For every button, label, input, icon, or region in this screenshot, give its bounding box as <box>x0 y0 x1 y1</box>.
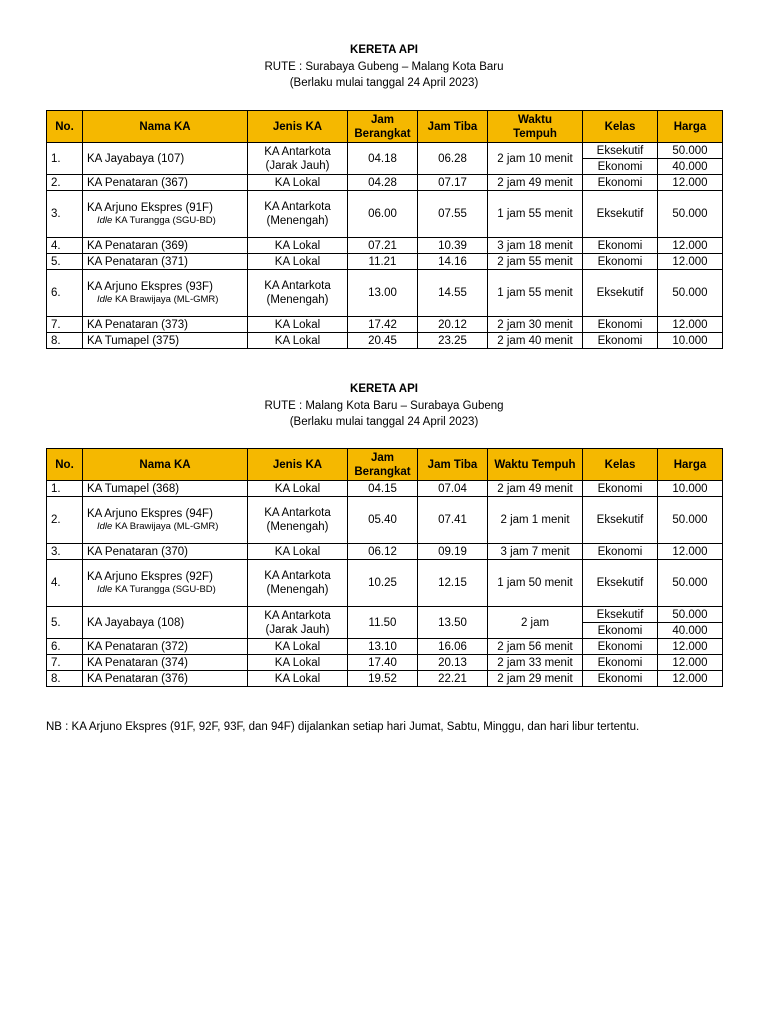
cell-harga: 12.000 <box>658 175 723 191</box>
cell-no: 4. <box>47 238 83 254</box>
cell-harga: 12.000 <box>658 671 723 687</box>
cell-kelas: Eksekutif <box>583 143 658 159</box>
cell-berangkat: 07.21 <box>348 238 418 254</box>
cell-waktu: 2 jam 1 menit <box>488 497 583 544</box>
cell-no: 5. <box>47 607 83 639</box>
cell-tiba: 20.12 <box>418 317 488 333</box>
cell-harga: 12.000 <box>658 254 723 270</box>
cell-jenis: KA Lokal <box>248 175 348 191</box>
jenis-line1: KA Antarkota <box>264 201 331 213</box>
jenis-line1: KA Antarkota <box>264 280 331 292</box>
cell-nama: KA Penataran (367) <box>83 175 248 191</box>
cell-nama: KA Penataran (371) <box>83 254 248 270</box>
cell-berangkat: 17.42 <box>348 317 418 333</box>
cell-berangkat: 06.00 <box>348 191 418 238</box>
jenis-line1: KA Antarkota <box>264 609 331 622</box>
cell-kelas: Ekonomi <box>583 639 658 655</box>
cell-berangkat: 13.00 <box>348 270 418 317</box>
cell-berangkat: 10.25 <box>348 560 418 607</box>
train-name: KA Arjuno Ekspres (92F) <box>87 571 213 583</box>
cell-berangkat: 11.21 <box>348 254 418 270</box>
cell-nama: KA Penataran (376) <box>83 671 248 687</box>
idle-label: Idle <box>97 215 113 226</box>
cell-nama: KA Tumapel (368) <box>83 481 248 497</box>
cell-no: 1. <box>47 143 83 175</box>
cell-nama <box>83 560 248 607</box>
cell-no: 3. <box>47 544 83 560</box>
cell-tiba: 07.55 <box>418 191 488 238</box>
cell-berangkat: 19.52 <box>348 671 418 687</box>
cell-no: 8. <box>47 671 83 687</box>
cell-tiba: 16.06 <box>418 639 488 655</box>
jenis-line1: KA Antarkota <box>264 145 331 158</box>
cell-nama <box>83 497 248 544</box>
jenis-line1: KA Antarkota <box>264 507 331 519</box>
cell-no: 7. <box>47 655 83 671</box>
schedule-table-sby-mlg <box>46 110 723 349</box>
cell-jenis <box>248 191 348 238</box>
cell-nama: KA Tumapel (375) <box>83 333 248 349</box>
header-jam-berangkat <box>348 449 418 481</box>
header-waktu-line2: Tempuh <box>513 127 557 140</box>
table-row <box>47 497 723 544</box>
header-no: No. <box>47 111 83 143</box>
cell-jenis <box>248 497 348 544</box>
cell-nama: KA Jayabaya (108) <box>83 607 248 639</box>
table-row <box>47 191 723 238</box>
cell-tiba: 23.25 <box>418 333 488 349</box>
table-row <box>47 254 723 270</box>
cell-kelas: Ekonomi <box>583 175 658 191</box>
idle-train: KA Brawijaya (ML-GMR) <box>114 294 219 305</box>
header-jam-berangkat-line2: Berangkat <box>354 465 411 478</box>
cell-harga: 50.000 <box>658 607 723 623</box>
cell-no: 6. <box>47 639 83 655</box>
section1-title: KERETA API <box>350 44 418 56</box>
cell-nama <box>83 270 248 317</box>
train-name: KA Arjuno Ekspres (91F) <box>87 202 213 214</box>
section2-title: KERETA API <box>350 383 418 395</box>
header-kelas: Kelas <box>583 111 658 143</box>
cell-jenis: KA Lokal <box>248 639 348 655</box>
header-jam-berangkat <box>348 111 418 143</box>
cell-harga: 40.000 <box>658 623 723 639</box>
header-jam-berangkat-line1: Jam <box>370 451 395 464</box>
cell-tiba: 09.19 <box>418 544 488 560</box>
table-row <box>47 317 723 333</box>
cell-berangkat: 05.40 <box>348 497 418 544</box>
idle-train: KA Turangga (SGU-BD) <box>114 215 216 226</box>
table-row <box>47 655 723 671</box>
cell-nama: KA Penataran (370) <box>83 544 248 560</box>
table-row <box>47 560 723 607</box>
jenis-line2: (Menengah) <box>266 521 329 533</box>
cell-jenis: KA Lokal <box>248 671 348 687</box>
cell-nama <box>83 191 248 238</box>
table-row <box>47 270 723 317</box>
header-kelas: Kelas <box>583 449 658 481</box>
cell-harga: 12.000 <box>658 639 723 655</box>
cell-jenis <box>248 270 348 317</box>
train-name: KA Arjuno Ekspres (94F) <box>87 508 213 520</box>
train-name: KA Arjuno Ekspres (93F) <box>87 281 213 293</box>
table-header-row <box>47 111 723 143</box>
jenis-line2: (Jarak Jauh) <box>265 159 330 172</box>
jenis-line1: KA Antarkota <box>264 570 331 582</box>
cell-kelas: Ekonomi <box>583 254 658 270</box>
cell-jenis <box>248 143 348 175</box>
section2-valid: (Berlaku mulai tanggal 24 April 2023) <box>289 416 479 428</box>
cell-waktu: 3 jam 18 menit <box>488 238 583 254</box>
cell-kelas: Ekonomi <box>583 159 658 175</box>
idle-label: Idle <box>97 584 113 595</box>
cell-tiba: 14.55 <box>418 270 488 317</box>
header-harga: Harga <box>658 449 723 481</box>
cell-waktu: 1 jam 55 menit <box>488 191 583 238</box>
cell-kelas: Eksekutif <box>583 560 658 607</box>
cell-harga: 12.000 <box>658 544 723 560</box>
table-row <box>47 544 723 560</box>
section1-route: RUTE : Surabaya Gubeng – Malang Kota Baru <box>264 60 504 73</box>
cell-kelas: Eksekutif <box>583 191 658 238</box>
section2-route: RUTE : Malang Kota Baru – Surabaya Gubeng <box>264 399 504 412</box>
cell-harga: 50.000 <box>658 497 723 544</box>
cell-tiba: 12.15 <box>418 560 488 607</box>
cell-no: 2. <box>47 497 83 544</box>
cell-harga: 12.000 <box>658 317 723 333</box>
cell-tiba: 20.13 <box>418 655 488 671</box>
idle-label: Idle <box>97 521 113 532</box>
header-jenis: Jenis KA <box>248 449 348 481</box>
cell-harga: 40.000 <box>658 159 723 175</box>
cell-kelas: Eksekutif <box>583 607 658 623</box>
cell-harga: 12.000 <box>658 238 723 254</box>
table-row <box>47 333 723 349</box>
cell-no: 5. <box>47 254 83 270</box>
section2-heading <box>0 381 768 431</box>
cell-waktu: 2 jam 49 menit <box>488 481 583 497</box>
cell-tiba: 07.41 <box>418 497 488 544</box>
cell-kelas: Ekonomi <box>583 623 658 639</box>
table-header-row <box>47 449 723 481</box>
header-waktu-tempuh <box>488 111 583 143</box>
cell-kelas: Ekonomi <box>583 671 658 687</box>
idle-note <box>87 584 243 596</box>
cell-waktu: 2 jam 33 menit <box>488 655 583 671</box>
header-jenis: Jenis KA <box>248 111 348 143</box>
jenis-line2: (Menengah) <box>266 294 329 306</box>
cell-tiba: 07.04 <box>418 481 488 497</box>
cell-kelas: Eksekutif <box>583 497 658 544</box>
header-no: No. <box>47 449 83 481</box>
header-jam-berangkat-line2: Berangkat <box>354 127 411 140</box>
cell-harga: 50.000 <box>658 191 723 238</box>
section1-valid: (Berlaku mulai tanggal 24 April 2023) <box>289 77 479 89</box>
cell-harga: 50.000 <box>658 270 723 317</box>
idle-note <box>87 521 243 533</box>
cell-jenis: KA Lokal <box>248 317 348 333</box>
schedule-table-mlg-sby <box>46 448 723 687</box>
cell-no: 3. <box>47 191 83 238</box>
cell-harga: 50.000 <box>658 560 723 607</box>
cell-harga: 50.000 <box>658 143 723 159</box>
section1-heading <box>0 42 768 92</box>
cell-nama: KA Jayabaya (107) <box>83 143 248 175</box>
cell-berangkat: 20.45 <box>348 333 418 349</box>
cell-waktu: 1 jam 55 menit <box>488 270 583 317</box>
cell-waktu: 2 jam 49 menit <box>488 175 583 191</box>
cell-tiba: 10.39 <box>418 238 488 254</box>
cell-berangkat: 04.28 <box>348 175 418 191</box>
cell-waktu: 1 jam 50 menit <box>488 560 583 607</box>
table-row <box>47 481 723 497</box>
cell-no: 1. <box>47 481 83 497</box>
cell-harga: 12.000 <box>658 655 723 671</box>
cell-kelas: Ekonomi <box>583 317 658 333</box>
jenis-line2: (Jarak Jauh) <box>265 623 330 636</box>
cell-kelas: Ekonomi <box>583 238 658 254</box>
idle-train: KA Brawijaya (ML-GMR) <box>114 521 219 532</box>
cell-no: 7. <box>47 317 83 333</box>
table-row <box>47 238 723 254</box>
header-waktu-tempuh: Waktu Tempuh <box>488 449 583 481</box>
idle-note <box>87 215 243 227</box>
table-row <box>47 607 723 623</box>
header-nama: Nama KA <box>83 449 248 481</box>
cell-waktu: 2 jam 29 menit <box>488 671 583 687</box>
header-nama: Nama KA <box>83 111 248 143</box>
cell-nama: KA Penataran (369) <box>83 238 248 254</box>
cell-kelas: Ekonomi <box>583 333 658 349</box>
cell-waktu: 2 jam <box>488 607 583 639</box>
cell-no: 8. <box>47 333 83 349</box>
table-row <box>47 175 723 191</box>
cell-berangkat: 06.12 <box>348 544 418 560</box>
header-jam-tiba: Jam Tiba <box>418 111 488 143</box>
cell-jenis: KA Lokal <box>248 655 348 671</box>
cell-no: 4. <box>47 560 83 607</box>
cell-waktu: 2 jam 10 menit <box>488 143 583 175</box>
idle-label: Idle <box>97 294 113 305</box>
cell-jenis: KA Lokal <box>248 481 348 497</box>
idle-note <box>87 294 243 306</box>
cell-nama: KA Penataran (374) <box>83 655 248 671</box>
footnote: NB : KA Arjuno Ekspres (91F, 92F, 93F, dan 94F) dijalankan setiap hari Jumat, Sabtu, Minggu, dan hari libur tertentu. <box>46 721 640 733</box>
cell-jenis <box>248 607 348 639</box>
header-waktu-line1: Waktu <box>517 113 553 126</box>
cell-harga: 10.000 <box>658 333 723 349</box>
cell-berangkat: 04.15 <box>348 481 418 497</box>
cell-jenis: KA Lokal <box>248 544 348 560</box>
jenis-line2: (Menengah) <box>266 584 329 596</box>
cell-jenis <box>248 560 348 607</box>
cell-nama: KA Penataran (372) <box>83 639 248 655</box>
cell-kelas: Ekonomi <box>583 655 658 671</box>
cell-kelas: Ekonomi <box>583 544 658 560</box>
cell-tiba: 07.17 <box>418 175 488 191</box>
cell-waktu: 2 jam 56 menit <box>488 639 583 655</box>
cell-nama: KA Penataran (373) <box>83 317 248 333</box>
table-row <box>47 639 723 655</box>
cell-berangkat: 17.40 <box>348 655 418 671</box>
cell-tiba: 06.28 <box>418 143 488 175</box>
cell-waktu: 2 jam 55 menit <box>488 254 583 270</box>
cell-waktu: 3 jam 7 menit <box>488 544 583 560</box>
header-jam-berangkat-line1: Jam <box>370 113 395 126</box>
header-harga: Harga <box>658 111 723 143</box>
cell-jenis: KA Lokal <box>248 254 348 270</box>
jenis-line2: (Menengah) <box>266 215 329 227</box>
cell-tiba: 14.16 <box>418 254 488 270</box>
cell-tiba: 13.50 <box>418 607 488 639</box>
cell-tiba: 22.21 <box>418 671 488 687</box>
cell-no: 2. <box>47 175 83 191</box>
cell-harga: 10.000 <box>658 481 723 497</box>
table-row <box>47 671 723 687</box>
cell-waktu: 2 jam 30 menit <box>488 317 583 333</box>
cell-jenis: KA Lokal <box>248 333 348 349</box>
cell-jenis: KA Lokal <box>248 238 348 254</box>
idle-train: KA Turangga (SGU-BD) <box>114 584 216 595</box>
cell-waktu: 2 jam 40 menit <box>488 333 583 349</box>
table-row <box>47 143 723 159</box>
cell-kelas: Ekonomi <box>583 481 658 497</box>
cell-berangkat: 04.18 <box>348 143 418 175</box>
cell-berangkat: 13.10 <box>348 639 418 655</box>
cell-berangkat: 11.50 <box>348 607 418 639</box>
header-jam-tiba: Jam Tiba <box>418 449 488 481</box>
cell-kelas: Eksekutif <box>583 270 658 317</box>
cell-no: 6. <box>47 270 83 317</box>
